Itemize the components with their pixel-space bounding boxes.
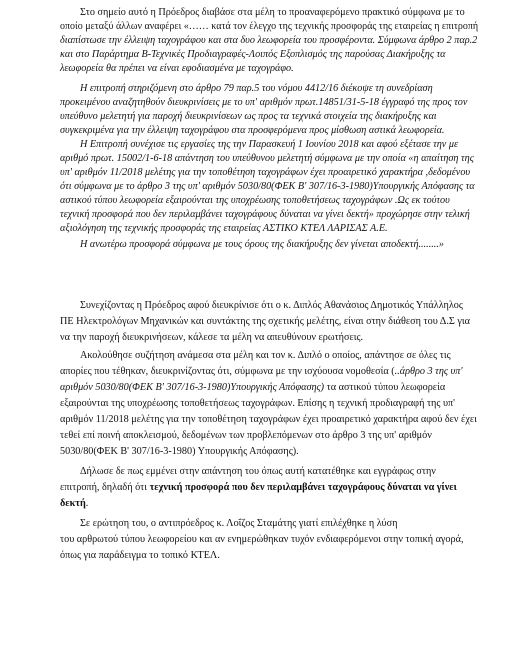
text-line: οποίο μεταξύ άλλων αναφέρει «…… κατά τον έλεγχο της τεχνικής προσφοράς της εταιρείας η επιτροπή	[60, 21, 479, 32]
text-line: όπως για παράδειγμα το τοπικό ΚΤΕΛ.	[60, 550, 220, 561]
text-line: αριθμόν 11/2018 μελέτης για την τοποθέτηση ταχογράφων έχει προαιρετικό χαρακτήρα αφού δεν έχει	[60, 414, 477, 425]
text-line: του αρθρωτού τύπου λεωφορείου και αν ενημερώθηκαν τυχόν ενδιαφερόμενοι στην τοπική αγορά,	[60, 534, 464, 545]
text-line: αξιολόγηση της τεχνικής προσφοράς της εταιρείας ΑΣΤΙΚΟ ΚΤΕΛ ΛΑΡΙΣΑΣ Α.Ε.	[60, 223, 388, 234]
text-line: Η επιτροπή στηριζόμενη στο άρθρο 79 παρ.5 του νόμου 4412/16 διέκοψε τη συνεδρίαση	[80, 83, 433, 94]
text-line: Η ανωτέρω προσφορά σύμφωνα με τους όρους της διακήρυξης δεν γίνεται αποδεκτή........»	[80, 239, 444, 250]
text-line: δεκτή.	[60, 498, 89, 509]
text-line: εξαιρούνται της υποχρέωσης τοποθετήσεως ταχογράφων. Επίσης η τεχνική προδιαγραφή της υπ'	[60, 398, 455, 409]
text-line: Συνεχίζοντας η Πρόεδρος αφού διευκρίνισε ότι ο κ. Διπλός Αθανάσιος Δημοτικός Υπάλληλος	[80, 300, 463, 311]
text-line: ότι σύμφωνα με το άρθρο 3 της υπ' αριθμόν 5030/80(ΦΕΚ Β' 307/16-3-1980)Υπουργικής Απόφασης τα	[60, 181, 475, 192]
text-line: Ακολούθησε συζήτηση ανάμεσα στα μέλη και τον κ. Διπλό ο οποίος, απάντησε σε όλες τις	[80, 350, 451, 361]
text-line: επιτροπή, δηλαδή ότι τεχνική προσφορά που δεν περιλαμβάνει ταχογράφους δύναται να γίνει	[60, 482, 457, 493]
text-line: Σε ερώτηση του, ο αντιπρόεδρος κ. Λοΐζος Σταμάτης γιατί επιλέχθηκε η λύση	[80, 518, 398, 529]
text-line: να την παροχή διευκρινήσεων, κάλεσε τα μέλη να απευθύνουν ερωτήσεις.	[60, 332, 364, 343]
text-line: προκειμένου αναζητηθούν διευκρινίσεις με το υπ' αριθμόν πρωτ.14851/31-5-18 έγγραφό της προς τον	[60, 97, 468, 108]
text-line: Στο σημείο αυτό η Πρόεδρος διαβάσε στα μέλη το προαναφερόμενο πρακτικό σύμφωνα με το	[80, 7, 465, 18]
text-line: αριθμό πρωτ. 15002/1-6-18 απάντηση του υπεύθυνου μελετητή σύμφωνα με την οποία «η απαίτηση της	[60, 153, 474, 164]
text-line: αριθμόν 5030/80(ΦΕΚ Β' 307/16-3-1980)Υπουργικής Απόφασης) τα αστικού τύπου λεωφορεία	[60, 382, 446, 393]
text-line: ΠΕ Ηλεκτρολόγων Μηχανικών και συντάκτης της σχετικής μελέτης, είναι στην διάθεση του Δ.Σ για	[60, 316, 470, 327]
text-line: διαπίστωσε την έλλειψη ταχογράφου και στα δυο λεωφορεία του προσφέροντα. Σύμφωνα άρθρο 2 παρ.2	[60, 35, 478, 46]
text-line: υπεύθυνο μελετητή για παροχή διευκρινίσεων ως προς τα τεχνικά στοιχεία της διακήρυξης και	[60, 111, 437, 122]
text-line: και στο Παράρτημα Β-Τεχνικές Προδιαγραφές-Λοιπός Εξοπλισμός της παρούσας Διακήρυξης τα	[60, 49, 446, 60]
text-line: υπ' αριθμόν 11/2018 μελέτης για την τοποθέτηση ταχογράφων έχει προαιρετικό χαρακτήρα ,δεδομένου	[60, 167, 471, 178]
text-line: τεθεί επί ποινή αποκλεισμού, δεδομένων των προβλεπόμενων στο άρθρο 3 της υπ' αριθμόν	[60, 430, 432, 441]
text-line: συγκεκριμένα για την έλλειψη ταχογράφου στα προσφερόμενα προς μίσθωση αστικά λεωφορεία.	[60, 125, 445, 136]
text-line: Δήλωσε δε πως εμμένει στην απάντηση του όπως αυτή κατατέθηκε και εγγράφως στην	[80, 466, 436, 477]
text-line: τεχνική προσφορά που δεν περιλαμβάνει ταχογράφους δύναται να γίνει δεκτή» προχώρησε στην τελική	[60, 209, 470, 220]
text-line: αστικού τύπου λεωφορεία εξαιρούνται της υποχρέωσης τοποθετήσεως ταχογράφων .Ως εκ τούτου	[60, 195, 450, 206]
text-line: απορίες που τέθηκαν, διευκρινίζοντας ότι, σύμφωνα με την ισχύουσα νομοθεσία (..άρθρο 3 της υπ'	[60, 366, 463, 377]
text-line: λεωφορεία θα πρέπει να είναι εφοδιασμένα με ταχογράφο.	[60, 63, 294, 74]
text-line: 5030/80(ΦΕΚ Β' 307/16-3-1980) Υπουργικής Απόφασης).	[60, 446, 299, 457]
text-line: Η Επιτροπή συνέχισε τις εργασίες της την Παρασκευή 1 Ιουνίου 2018 και αφού εξέτασε την με	[80, 139, 458, 150]
